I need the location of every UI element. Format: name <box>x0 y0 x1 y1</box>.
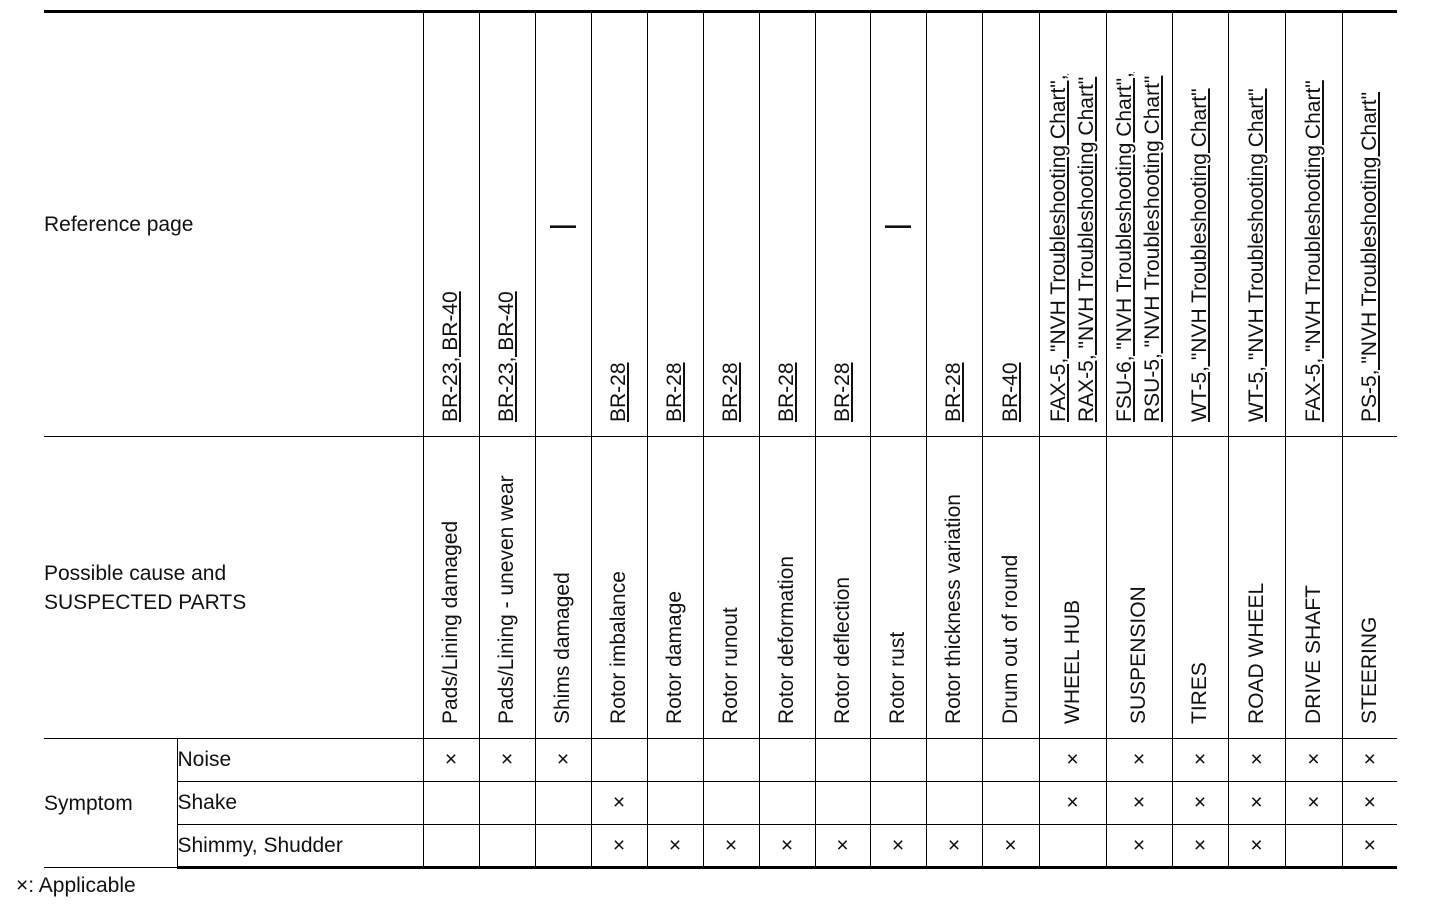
suspected-part-label: Rotor imbalance <box>607 571 631 724</box>
applicable-mark: × <box>1106 739 1172 782</box>
reference-link[interactable]: BR-28 <box>942 362 966 422</box>
reference-cell <box>479 12 535 437</box>
reference-page-label: Reference page <box>44 12 423 437</box>
applicable-mark: × <box>423 739 479 782</box>
suspected-part-label: Pads/Lining damaged <box>439 520 463 724</box>
applicable-mark: × <box>1342 825 1397 868</box>
applicable-mark: × <box>535 739 591 782</box>
empty-mark-cell <box>815 739 870 782</box>
reference-link[interactable]: FAX-5, "NVH Troubleshooting Chart" <box>1301 80 1325 422</box>
empty-mark-cell <box>982 739 1039 782</box>
empty-mark-cell <box>647 739 703 782</box>
empty-mark-cell <box>870 739 926 782</box>
applicable-mark: × <box>591 782 647 825</box>
applicable-mark: × <box>1039 782 1106 825</box>
reference-cell <box>1285 12 1342 437</box>
empty-mark-cell <box>926 782 982 825</box>
applicable-mark: × <box>1106 825 1172 868</box>
reference-link[interactable]: BR-40 <box>998 362 1022 422</box>
applicable-mark: × <box>1039 739 1106 782</box>
applicable-mark: × <box>591 825 647 868</box>
reference-link[interactable]: BR-23, BR-40 <box>495 291 519 422</box>
possible-cause-line1: Possible cause and <box>44 561 227 585</box>
empty-mark-cell <box>423 825 479 868</box>
applicable-mark: × <box>1172 782 1228 825</box>
empty-mark-cell <box>926 739 982 782</box>
suspected-part-label: Rotor damage <box>663 590 687 724</box>
suspected-part-cell <box>535 437 591 739</box>
reference-cell <box>1342 12 1397 437</box>
reference-link[interactable]: WT-5, "NVH Troubleshooting Chart" <box>1188 88 1212 422</box>
suspected-part-cell <box>1039 437 1106 739</box>
possible-cause-line2: SUSPECTED PARTS <box>44 590 247 614</box>
empty-mark-cell <box>423 782 479 825</box>
reference-cell <box>1106 12 1172 437</box>
empty-mark-cell <box>479 782 535 825</box>
applicable-mark: × <box>647 825 703 868</box>
reference-link[interactable]: BR-28 <box>775 362 799 422</box>
suspected-part-cell <box>1228 437 1285 739</box>
empty-mark-cell <box>982 782 1039 825</box>
possible-cause-label <box>44 437 423 739</box>
applicable-mark: × <box>1228 782 1285 825</box>
empty-mark-cell <box>591 739 647 782</box>
applicable-mark: × <box>870 825 926 868</box>
symptom-name: Noise <box>177 739 423 782</box>
suspected-part-cell <box>1106 437 1172 739</box>
suspected-part-label: WHEEL HUB <box>1060 599 1084 724</box>
applicable-mark: × <box>759 825 815 868</box>
legend: ×: Applicable <box>16 874 136 897</box>
applicable-mark: × <box>703 825 759 868</box>
applicable-mark: × <box>1342 782 1397 825</box>
reference-link[interactable]: PS-5, "NVH Troubleshooting Chart" <box>1357 91 1381 422</box>
reference-link[interactable]: BR-28 <box>607 362 631 422</box>
reference-link[interactable]: RAX-5, "NVH Troubleshooting Chart" <box>1074 76 1098 422</box>
applicable-mark: × <box>926 825 982 868</box>
reference-cell <box>982 12 1039 437</box>
symptom-name: Shimmy, Shudder <box>177 825 423 868</box>
reference-link[interactable]: FSU-6, "NVH Troubleshooting Chart", <box>1113 72 1137 422</box>
no-reference-dash: — <box>885 209 912 239</box>
empty-mark-cell <box>815 782 870 825</box>
reference-link[interactable]: BR-23, BR-40 <box>439 291 463 422</box>
applicable-mark: × <box>1342 739 1397 782</box>
suspected-part-cell <box>982 437 1039 739</box>
reference-cell <box>870 12 926 437</box>
reference-cell <box>647 12 703 437</box>
nvh-troubleshooting-chart <box>44 10 1397 869</box>
suspected-part-cell <box>759 437 815 739</box>
reference-link[interactable]: BR-28 <box>830 362 854 422</box>
suspected-part-label: Rotor deflection <box>830 576 854 724</box>
empty-mark-cell <box>870 782 926 825</box>
empty-mark-cell <box>1039 825 1106 868</box>
empty-mark-cell <box>479 825 535 868</box>
reference-link[interactable]: FAX-5, "NVH Troubleshooting Chart", <box>1046 74 1070 422</box>
suspected-part-cell <box>423 437 479 739</box>
empty-mark-cell <box>703 782 759 825</box>
applicable-mark: × <box>479 739 535 782</box>
suspected-part-label: Drum out of round <box>998 554 1022 724</box>
applicable-mark: × <box>1106 782 1172 825</box>
suspected-part-cell <box>870 437 926 739</box>
reference-cell <box>1172 12 1228 437</box>
applicable-mark: × <box>1228 739 1285 782</box>
reference-link[interactable]: WT-5, "NVH Troubleshooting Chart" <box>1244 88 1268 422</box>
suspected-part-label: STEERING <box>1357 616 1381 724</box>
suspected-part-cell <box>926 437 982 739</box>
reference-cell <box>1228 12 1285 437</box>
reference-cell <box>926 12 982 437</box>
suspected-part-label: Shims damaged <box>551 572 575 724</box>
empty-mark-cell <box>703 739 759 782</box>
symptom-label: Symptom <box>44 739 177 868</box>
reference-cell <box>591 12 647 437</box>
suspected-part-cell <box>1285 437 1342 739</box>
applicable-mark: × <box>1228 825 1285 868</box>
suspected-part-label: Rotor rust <box>886 631 910 724</box>
suspected-part-label: Rotor deformation <box>775 555 799 724</box>
reference-cell <box>703 12 759 437</box>
symptom-name: Shake <box>177 782 423 825</box>
suspected-part-cell <box>647 437 703 739</box>
applicable-mark: × <box>1172 825 1228 868</box>
suspected-part-label: Rotor runout <box>719 607 743 724</box>
empty-mark-cell <box>1285 825 1342 868</box>
reference-cell <box>423 12 479 437</box>
suspected-part-label: ROAD WHEEL <box>1244 582 1268 724</box>
applicable-mark: × <box>1285 739 1342 782</box>
suspected-part-cell <box>1342 437 1397 739</box>
reference-link[interactable]: BR-28 <box>663 362 687 422</box>
suspected-part-cell <box>703 437 759 739</box>
reference-cell <box>535 12 591 437</box>
empty-mark-cell <box>647 782 703 825</box>
reference-cell <box>759 12 815 437</box>
suspected-part-label: Pads/Lining - uneven wear <box>495 475 519 724</box>
suspected-part-label: SUSPENSION <box>1127 586 1151 724</box>
suspected-part-cell <box>591 437 647 739</box>
reference-link[interactable]: RSU-5, "NVH Troubleshooting Chart" <box>1141 75 1165 422</box>
suspected-part-cell <box>815 437 870 739</box>
suspected-part-label: TIRES <box>1188 662 1212 724</box>
applicable-mark: × <box>815 825 870 868</box>
reference-link[interactable]: BR-28 <box>719 362 743 422</box>
reference-cell <box>815 12 870 437</box>
reference-cell <box>1039 12 1106 437</box>
suspected-part-cell <box>479 437 535 739</box>
empty-mark-cell <box>759 739 815 782</box>
suspected-part-label: DRIVE SHAFT <box>1301 585 1325 724</box>
empty-mark-cell <box>535 782 591 825</box>
suspected-part-label: Rotor thickness variation <box>942 494 966 724</box>
applicable-mark: × <box>982 825 1039 868</box>
applicable-mark: × <box>1285 782 1342 825</box>
empty-mark-cell <box>535 825 591 868</box>
suspected-part-cell <box>1172 437 1228 739</box>
empty-mark-cell <box>759 782 815 825</box>
no-reference-dash: — <box>550 209 577 239</box>
applicable-mark: × <box>1172 739 1228 782</box>
